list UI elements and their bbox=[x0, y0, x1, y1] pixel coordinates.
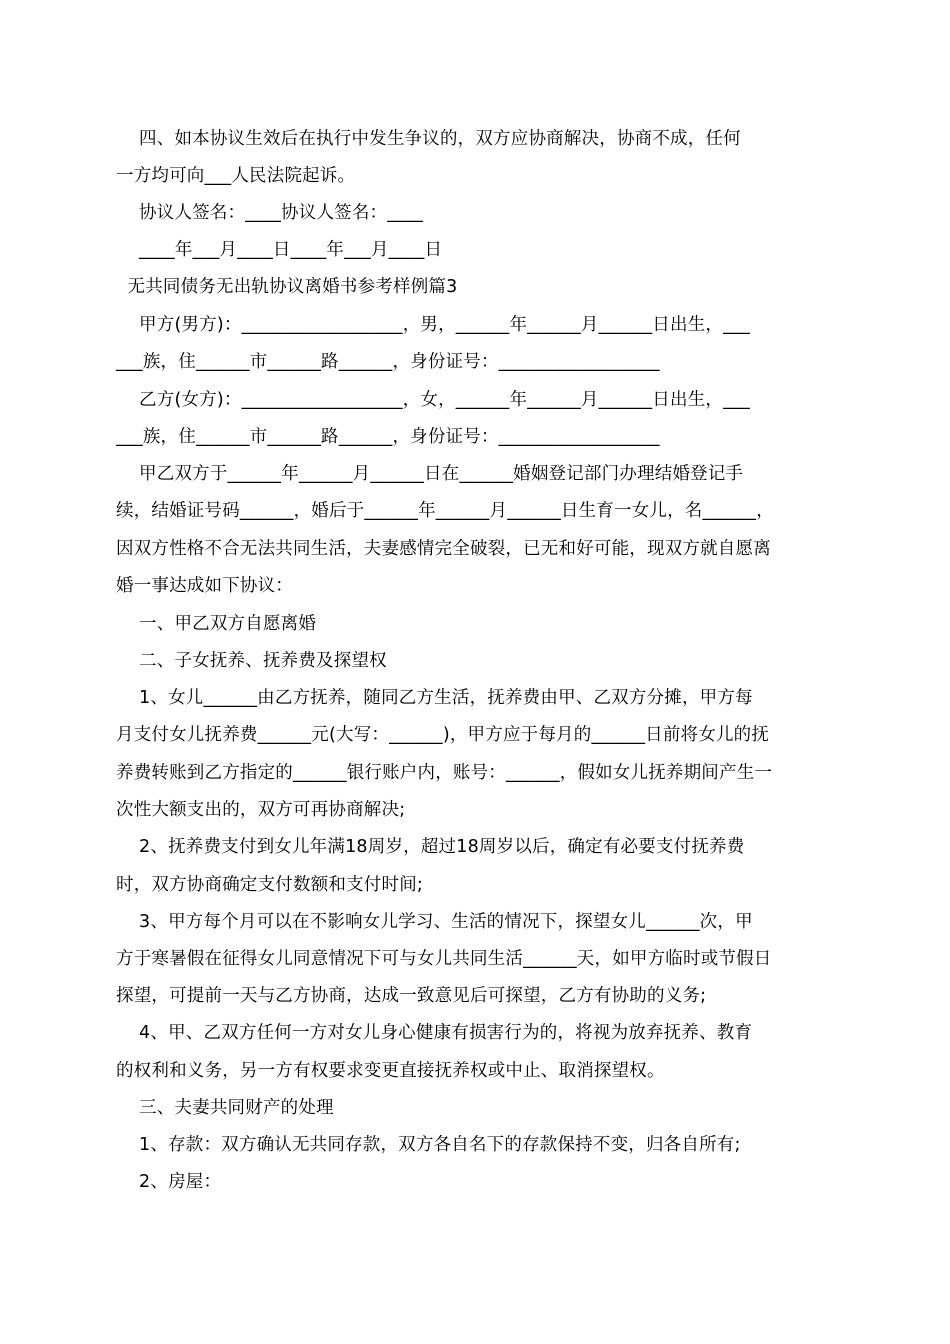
text-line: ___族，住______市______路______，身份证号：__________________ bbox=[116, 352, 660, 372]
text-line: 一方均可向___人民法院起诉。 bbox=[116, 166, 356, 186]
text-line: 探望，可提前一天与乙方协商，达成一致意见后可探望，乙方有协助的义务; bbox=[116, 986, 707, 1006]
text-line: 4、甲、乙双方任何一方对女儿身心健康有损害行为的，将视为放弃抚养、教育 bbox=[116, 1023, 753, 1043]
text-line: 方于寒暑假在征得女儿同意情况下可与女儿共同生活______天，如甲方临时或节假日 bbox=[116, 949, 772, 969]
text-line: 因双方性格不合无法共同生活，夫妻感情完全破裂，已无和好可能，现双方就自愿离 bbox=[116, 539, 771, 559]
clause-heading: 三、夫妻共同财产的处理 bbox=[116, 1098, 334, 1118]
text-line: 续，结婚证号码______，婚后于______年______月______日生育一女儿，名______， bbox=[116, 501, 774, 521]
date-line: ____年___月____日____年___月____日 bbox=[116, 240, 443, 260]
section-title: 无共同债务无出轨协议离婚书参考样例篇3 bbox=[116, 277, 458, 297]
text-line: 月支付女儿抚养费______元(大写：______)，甲方应于每月的______日前将女儿的抚 bbox=[116, 725, 770, 745]
text-line: 时，双方协商确定支付数额和支付时间; bbox=[116, 875, 423, 895]
text-line: 次性大额支出的，双方可再协商解决; bbox=[116, 800, 406, 820]
text-line: 2、抚养费支付到女儿年满18周岁，超过18周岁以后，确定有必要支付抚养费 bbox=[116, 837, 745, 857]
text-line: 1、存款：双方确认无共同存款，双方各自名下的存款保持不变，归各自所有; bbox=[116, 1135, 741, 1155]
text-line: 1、女儿______由乙方抚养，随同乙方生活，抚养费由甲、乙双方分摊，甲方每 bbox=[116, 688, 753, 708]
text-line: 甲方(男方)：__________________，男，______年______月______日出生，___ bbox=[116, 315, 750, 335]
clause-heading: 二、子女抚养、抚养费及探望权 bbox=[116, 651, 387, 671]
signature-line: 协议人签名：____协议人签名：____ bbox=[116, 203, 424, 223]
text-line: ___族，住______市______路______，身份证号：__________________ bbox=[116, 427, 660, 447]
text-line: 甲乙双方于______年______月______日在______婚姻登记部门办理结婚登记手 bbox=[116, 464, 744, 484]
text-line: 的权利和义务，另一方有权要求变更直接抚养权或中止、取消探望权。 bbox=[116, 1061, 665, 1081]
text-line: 2、房屋： bbox=[116, 1172, 222, 1192]
text-line: 乙方(女方)：__________________，女，______年______月______日出生，___ bbox=[116, 390, 750, 410]
text-line: 婚一事达成如下协议： bbox=[116, 576, 293, 596]
text-line: 四、如本协议生效后在执行中发生争议的，双方应协商解决，协商不成，任何 bbox=[116, 129, 741, 149]
clause-heading: 一、甲乙双方自愿离婚 bbox=[116, 614, 317, 634]
text-line: 3、甲方每个月可以在不影响女儿学习、生活的情况下，探望女儿______次，甲 bbox=[116, 912, 753, 932]
text-line: 养费转账到乙方指定的______银行账户内，账号：______，假如女儿抚养期间产生一 bbox=[116, 763, 773, 783]
